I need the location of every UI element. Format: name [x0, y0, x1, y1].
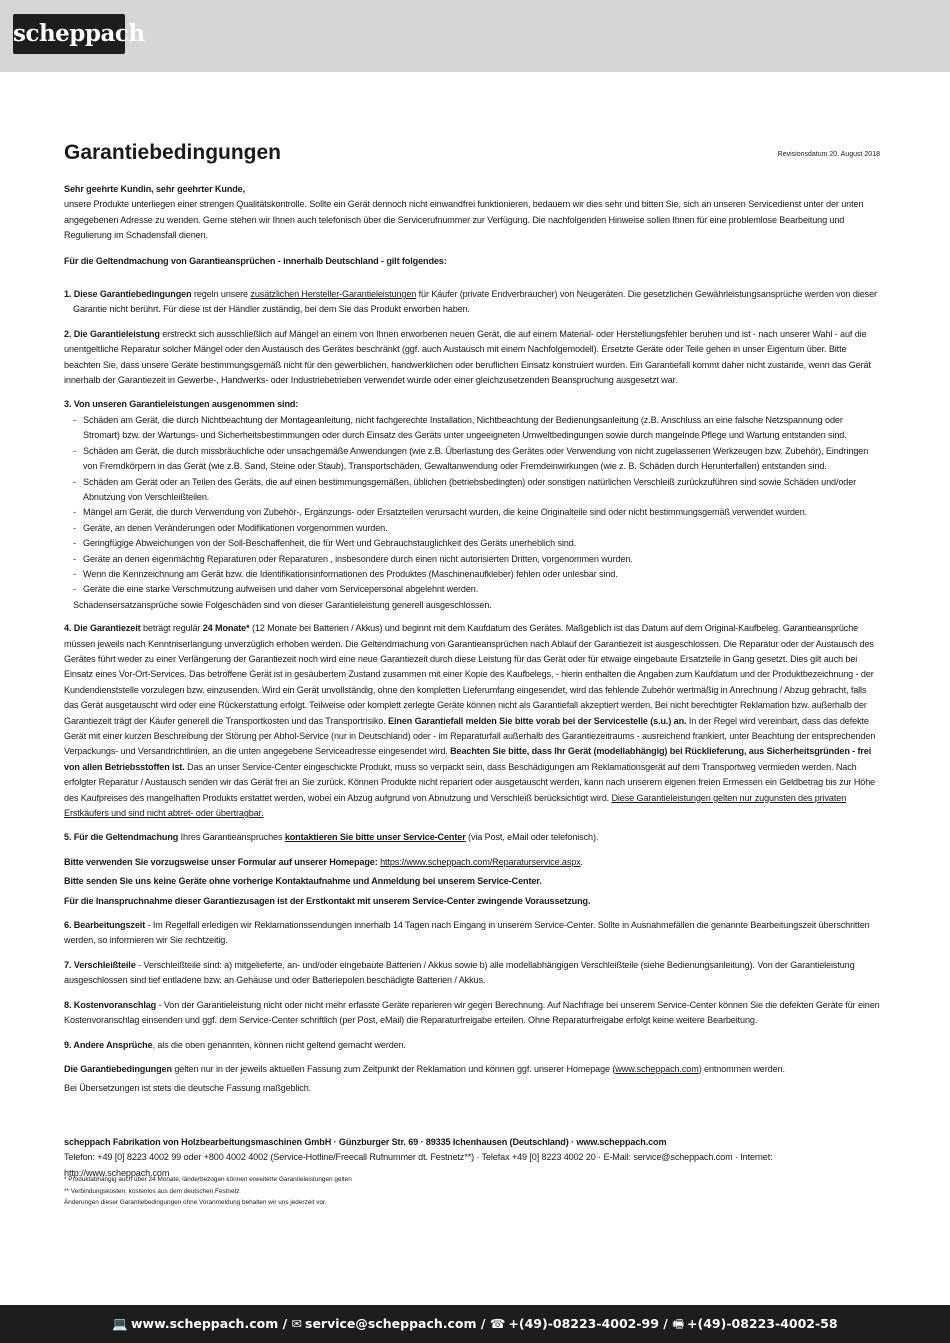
document-header	[64, 140, 880, 170]
section-5	[64, 830, 880, 845]
form-line-end: .	[580, 856, 584, 867]
footer-email[interactable]: service@scheppach.com	[305, 1316, 477, 1331]
homepage-link[interactable]: www.scheppach.com	[615, 1063, 699, 1074]
no-send-notice: Bitte senden Sie uns keine Geräte ohne vorherige Kontaktaufnahme und Anmeldung bei unserem Service-Center.	[64, 876, 542, 887]
section-4-heading: 4. Die Garantiezeit	[64, 623, 141, 634]
footer-separator: /	[658, 1316, 673, 1331]
fax-icon: 🖷	[672, 1316, 685, 1331]
section-9-text: , als die oben genannten, können nicht geltend gemacht werden.	[152, 1039, 406, 1050]
section-8-heading: 8. Kostenvoranschlag	[64, 999, 157, 1010]
footnotes	[64, 1174, 664, 1209]
section-1-text-a: regeln unsere	[191, 289, 251, 300]
contact-details: Telefon: +49 [0] 8223 4002 99 oder +800 4002 4002 (Service-Hotline/Freecall Rufnummer dt. Festnetz**) · Telefax +49 [0] 8223 4002 20 · E-Mail: service@scheppach.com · Internet: http://www.scheppach.com	[64, 1152, 773, 1178]
section-6	[64, 918, 880, 949]
section-3-heading: 3. Von unseren Garantieleistungen ausgenommen sind:	[64, 399, 299, 410]
warranty-period: 24 Monate*	[202, 623, 250, 634]
telephone-icon: ☎	[489, 1316, 506, 1331]
section-2	[64, 327, 880, 389]
first-contact-notice: Für die Inanspruchnahme dieser Garantiezusagen ist der Erstkontakt mit unserem Service-Center zwingende Voraussetzung.	[64, 895, 591, 906]
exclusion-item: - Geräte, an denen Veränderungen oder Modifikationen vorgenommen wurden.	[64, 521, 880, 536]
intro-paragraph: unsere Produkte unterliegen einer strengen Qualitätskontrolle. Sollte ein Gerät dennoch nicht einwandfrei funktionieren, bedauern wir dies sehr und bitten Sie, sich an unseren Servicedienst unter der unten angegebenen Adresse zu wenden. Gerne stehen wir Ihnen auch telefonisch über die Servicerufnummer zur Verfügung. Die nachfolgenden Hinweise sollen Ihnen für eine problemlose Bearbeitung und Regulierung im Schadensfall dienen.	[64, 199, 864, 241]
section-1-link[interactable]: zusätzlichen Hersteller-Garantieleistungen	[250, 289, 417, 300]
section-9	[64, 1038, 880, 1053]
section-7-heading: 7. Verschleißteile	[64, 959, 136, 970]
form-line-label: Bitte verwenden Sie vorzugsweise unser Formular auf unserer Homepage:	[64, 856, 378, 867]
revision-date: Revisionsdatum 20. August 2018	[777, 151, 880, 158]
section-5-text-b: (via Post, eMail oder telefonisch).	[465, 832, 599, 843]
form-line	[64, 855, 880, 870]
exclusion-item: - Schäden am Gerät oder an Teilen des Geräts, die auf einen bestimmungsgemäßen, üblichen (betriebsbedingten) oder sonstigen natürlichen Verschleiß zurückzuführen sind sowie Schäden und/oder Abnutzung von Verschleißteilen.	[64, 475, 880, 506]
footnote: ** Verbindungskosten: kostenlos aus dem deutschen Festnetz	[64, 1187, 240, 1195]
envelope-icon: ✉	[291, 1316, 302, 1331]
repair-service-link[interactable]: https://www.scheppach.com/Reparaturservice.aspx	[380, 856, 581, 867]
section-2-heading: 2. Die Garantieleistung	[64, 328, 160, 339]
exclusion-item: - Schäden am Gerät, die durch Nichtbeachtung der Montageanleitung, nicht fachgerechte Installation, Nichtbeachtung der Bedienungsanleitung (z.B. Anschluss an eine falsche Netzspannung oder Stromart) bzw. der Wartungs- und Sicherheitsbestimmungen oder durch Einsatz des Geräts unter ungeeigneten Umweltbedingungen sowie durch mangelnde Pflege und Wartung entstanden sind.	[64, 413, 880, 444]
footer-separator: /	[278, 1316, 292, 1331]
salutation: Sehr geehrte Kundin, sehr geehrter Kunde,	[64, 184, 246, 194]
section-6-heading: 6. Bearbeitungszeit	[64, 920, 146, 931]
validity-paragraph	[64, 1062, 880, 1077]
footer-separator: /	[476, 1316, 490, 1331]
section-6-text: - Im Regelfall erledigen wir Reklamationssendungen innerhalb 14 Tagen nach Eingang in unserem Service-Center. Sollte in Ausnahmefällen die genannte Bearbeitungszeit überschritten werden, so informieren wir Sie rechtzeitig.	[64, 920, 870, 946]
company-address: scheppach Fabrikation von Holzbearbeitungsmaschinen GmbH · Günzburger Str. 69 · 89335 Ichenhausen (Deutschland) · www.scheppach.com	[64, 1136, 667, 1147]
exclusion-item: - Wenn die Kennzeichnung am Gerät bzw. die Identifikationsinformationen des Produktes (Maschinenaufkleber) fehlen oder unlesbar sind.	[64, 567, 880, 582]
section-4-text-a: beträgt regulär	[140, 623, 203, 634]
exclusion-item: - Geräte die eine starke Verschmutzung aufweisen und daher vom Servicepersonal abgelehnt werden.	[64, 582, 880, 597]
footnote: Änderungen dieser Garantiebedingungen ohne Voranmeldung behalten wir uns jederzeit vor.	[64, 1199, 327, 1206]
footer-fax: +(49)-08223-4002-58	[687, 1316, 838, 1331]
page-title: Garantiebedingungen	[64, 141, 282, 164]
footer-phone[interactable]: +(49)-08223-4002-99	[508, 1316, 659, 1331]
section-5-heading: 5. Für die Geltendmachung	[64, 832, 179, 843]
translation-note: Bei Übersetzungen ist stets die deutsche Fassung maßgeblich.	[64, 1083, 312, 1094]
footnote: * Produktabhängig auch über 24 Monate; länderbezogen können erweiterte Garantieleistungen gelten	[64, 1176, 352, 1183]
contact-service-link[interactable]: kontaktieren Sie bitte unser Service-Center	[284, 832, 466, 843]
section-4-text-c: In der Regel wird vereinbart, dass das defekte Gerät mit einer kurzen Beschreibung der Störung per Abhol-Service (nur in Deutschland) oder - im Reparaturfall außerhalb des Garantiezeitraums - ausreichend frankiert, unter Beachtung der entsprechenden Verpackungs- und Versandrichtlinien, an die unten angegebene Serviceadresse eingesendet wird.	[64, 715, 876, 757]
top-banner	[0, 0, 950, 72]
section-4-text-b: (12 Monate bei Batterien / Akkus) und beginnt mit dem Kaufdatum des Gerätes. Maßgeblich ist das Datum auf dem Original-Kaufbeleg. Garantieansprüche müssen jeweils nach Kenntniserlangung unverzüglich erhoben werden. Die Geltendmachung von Garantieansprüchen nach Ablauf der Garantiezeit ist ausgeschlossen. Die Reparatur oder der Austausch des Gerätes führt weder zu einer Verlängerung der Garantiezeit noch wird eine neue Garantiezeit durch diese Leistung für das Gerät oder für etwaige eingebaute Ersatzteile in Gang gesetzt. Dies gilt auch bei Einsatz eines Vor-Ort-Services. Das betroffene Gerät ist in gesäubertem Zustand zusammen mit einer Kopie des Kaufbelegs, - hierin enthalten die Angaben zum Kaufdatum und der Produktbezeichnung - der Kundendienststelle vorzulegen bzw. einzusenden. Wird ein Gerät unvollständig, ohne den kompletten Lieferumfang eingesendet, wird das fehlende Zubehör wertmäßig in Anrechnung / Abzug gebracht, falls das Gerät ausgetauscht wird oder eine Rückerstattung erfolgt. Teilweise oder komplett zerlegte Geräte können nicht als Garantiefall akzeptiert werden. Bei nicht berechtigter Reklamation bzw. außerhalb der Garantiezeit trägt der Käufer generell die Transportkosten und das Transportrisiko.	[64, 623, 874, 726]
lead-heading: Für die Geltendmachung von Garantieansprüchen - innerhalb Deutschland - gilt folgendes:	[64, 255, 447, 266]
exclusion-item: - Geringfügige Abweichungen von der Soll-Beschaffenheit, die für Wert und Gebrauchstauglichkeit des Geräts unerheblich sind.	[64, 536, 880, 551]
section-8	[64, 998, 880, 1029]
footer-website[interactable]: www.scheppach.com	[131, 1316, 279, 1331]
exclusion-item: - Geräte an denen eigenmächtig Reparaturen oder Reparaturen , insbesondere durch einen nicht autorisierten Dritten, vorgenommen wurden.	[64, 552, 880, 567]
warranty-document	[64, 140, 880, 1181]
section-9-heading: 9. Andere Ansprüche	[64, 1039, 153, 1050]
section-4-notice: Einen Garantiefall melden Sie bitte vorab bei der Servicestelle (s.u.) an.	[388, 715, 687, 726]
exclusion-item: - Mängel am Gerät, die durch Verwendung von Zubehör-, Ergänzungs- oder Ersatzteilen verursacht wurden, die keine Originalteile sind oder nicht bestimmungsgemäß verwendet wurden.	[64, 505, 880, 520]
section-7	[64, 958, 880, 989]
section-1-text-b: für Käufer (private Endverbraucher) von Neugeräten. Die gesetzlichen Gewährleistungsansprüche werden von dieser Garantie nicht berührt. Für diese ist der Händler zuständig, bei dem Sie das Produkt erworben haben.	[73, 289, 877, 315]
scheppach-logo: scheppach	[13, 14, 125, 54]
exclusion-item: - Schäden am Gerät, die durch missbräuchliche oder unsachgemäße Anwendungen (wie z.B. Überlastung des Gerätes oder Verwendung von nicht zugelassenen Werkzeugen bzw. Zubehör), Eindringen von Fremdkörpern in das Gerät (wie z.B. Sand, Steine oder Staub), Transportschäden, Gewaltanwendung oder Fremdeinwirkungen (wie z. B. Schäden durch Herunterfallen) entstanden sind.	[64, 444, 880, 475]
monitor-icon: 💻	[112, 1316, 128, 1331]
section-2-text: erstreckt sich ausschließlich auf Mängel an einem von Ihnen erworbenen neuen Gerät, die auf einem Material- oder Herstellungsfehler beruhen und ist - nach unserer Wahl - auf die unentgeltliche Reparatur solcher Mängel oder den Austausch des Gerätes beschränkt (ggf. auch Austausch mit einem Nachfolgemodell). Ersetzte Geräte oder Teile gehen in unser Eigentum über. Bitte beachten Sie, dass unsere Geräte bestimmungsgemäß nicht für den gewerblichen, handwerklichen oder beruflichen Einsatz konstruiert wurden. Ein Garantiefall kommt daher nicht zustande, wenn das Gerät innerhalb der Garantiezeit in Gewerbe-, Handwerks- oder Industriebetrieben verwendet wurde oder einer gleichzusetzenden Beanspruchung ausgesetzt war.	[64, 328, 871, 386]
exclusions-list	[64, 413, 880, 598]
section-1-heading: 1. Diese Garantiebedingungen	[64, 289, 192, 300]
validity-heading: Die Garantiebedingungen	[64, 1063, 172, 1074]
section-4-text-d: Das an unser Service-Center eingeschickte Produkt, muss so verpackt sein, dass Beschädigungen am Reklamationsgerät auf dem Transportweg vermieden werden. Nach erfolgter Reparatur / Austausch senden wir das Gerät frei an Sie zurück. Können Produkte nicht repariert oder ausgetauscht werden, kann nach unserem eigenen freien Ermessen ein Geldbetrag bis zur Höhe des Kaufpreises des mangelhaften Produkts erstattet werden, wobei ein Abzug aufgrund von Abnutzung und Verschleiß berücksichtigt wird.	[64, 761, 876, 803]
section-1	[64, 287, 880, 318]
section-4-safety-notice: Beachten Sie bitte, dass Ihr Gerät (modellabhängig) bei Rücklieferung, aus Sicherheitsgründen - frei von allen Betriebsstoffen ist.	[64, 746, 872, 772]
section-3-closing: Schadensersatzansprüche sowie Folgeschäden sind von dieser Garantieleistung generell ausgeschlossen.	[73, 599, 492, 610]
section-8-text: - Von der Garantieleistung nicht oder nicht mehr erfasste Geräte reparieren wir gegen Berechnung. Auf Nachfrage bei unserem Service-Center können Sie die defekten Geräte für einen Kostenvoranschlag einsenden und ggf. dem Service-Center schriftlich (per Post, eMail) die Reparaturfreigabe erteilen. Ohne Reparaturfreigabe erfolgt keine weitere Bearbeitung.	[64, 999, 880, 1026]
contact-footer-bar	[0, 1305, 950, 1343]
section-4	[64, 621, 880, 821]
section-4-underlined: Diese Garantieleistungen gelten nur zugunsten des privaten Erstkäufers und sind nicht abtret- oder übertragbar.	[64, 792, 847, 819]
section-7-text: - Verschleißteile sind: a) mitgelieferte, an- und/oder eingebaute Batterien / Akkus sowie b) alle modellabhängigen Verschleißteile (siehe Bedienungsanleitung). Von der Garantieleistung ausgeschlossen sind tief entladene bzw. an Gehäuse und oder Batteriepolen beschädigte Batterien / Akkus.	[64, 959, 855, 986]
validity-text-b: ) entnommen werden.	[698, 1063, 785, 1074]
section-5-text-a: Ihres Garantieanspruches	[178, 832, 285, 843]
validity-text-a: gelten nur in der jeweils aktuellen Fassung zum Zeitpunkt der Reklamation und können ggf. unserer Homepage (	[171, 1063, 616, 1074]
